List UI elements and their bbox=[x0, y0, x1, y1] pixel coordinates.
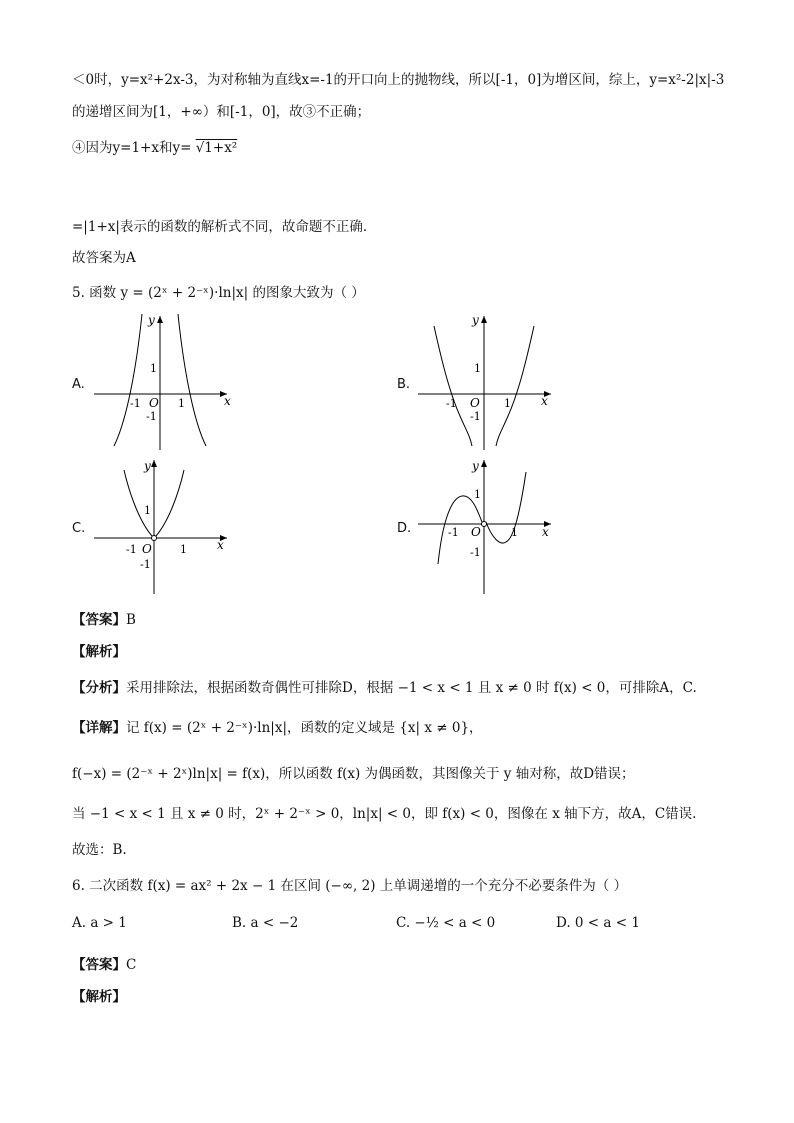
tick-x-pos: 1 bbox=[180, 543, 187, 556]
origin-label: O bbox=[142, 542, 152, 556]
q6-option-a: A. a > 1 bbox=[72, 915, 127, 931]
axis-y-label: y bbox=[472, 459, 479, 473]
analysis-label: 【解析】 bbox=[72, 989, 126, 1005]
xiangjie-label: 【详解】 bbox=[72, 720, 126, 736]
q6-option-b: B. a < −2 bbox=[232, 915, 299, 931]
axis-x-label: x bbox=[541, 394, 548, 408]
question-6: 6. 二次函数 f(x) = ax² + 2x − 1 在区间 (−∞, 2) 上单调递增的一个充分不必要条件为（ ） bbox=[72, 878, 628, 894]
analysis-5-label bbox=[72, 640, 126, 660]
graph-c bbox=[92, 456, 232, 596]
option-b-label: B. bbox=[397, 377, 411, 392]
answer-5 bbox=[72, 608, 136, 628]
axis-y-label: y bbox=[472, 313, 479, 327]
graph-d bbox=[416, 456, 556, 596]
answer-value: C bbox=[126, 957, 137, 973]
graph-a bbox=[92, 312, 232, 452]
axis-y-label: y bbox=[148, 313, 155, 327]
tick-x-pos: 1 bbox=[178, 397, 185, 410]
analysis-6-label bbox=[72, 985, 126, 1005]
text-line-5: 故答案为A bbox=[72, 250, 136, 266]
sqrt-expression: √1+x² bbox=[195, 140, 238, 156]
text-line-1: ＜0时，y=x²+2x-3，为对称轴为直线x=-1的开口向上的抛物线，所以[-1，0]为增区间，综上，y=x²-2|x|-3 bbox=[72, 72, 725, 88]
text-line-4: =|1+x|表示的函数的解析式不同，故命题不正确． bbox=[72, 219, 377, 235]
origin-label: O bbox=[471, 525, 481, 539]
fenxi-label: 【分析】 bbox=[72, 680, 126, 696]
axis-y-label: y bbox=[144, 459, 151, 473]
tick-y-neg: -1 bbox=[140, 558, 151, 571]
tick-x-pos: 1 bbox=[511, 526, 518, 539]
q6-option-d: D. 0 < a < 1 bbox=[556, 915, 640, 931]
text-choose: 故选：B. bbox=[72, 842, 127, 858]
tick-y-pos: 1 bbox=[474, 488, 481, 501]
tick-y-neg: -1 bbox=[146, 410, 157, 423]
graph-b bbox=[416, 312, 556, 452]
text-line-2: 的递增区间为[1，+∞）和[-1，0]，故③不正确； bbox=[72, 104, 371, 120]
axis-x-label: x bbox=[224, 394, 231, 408]
fenxi-5 bbox=[72, 676, 697, 696]
origin-label: O bbox=[149, 396, 159, 410]
tick-y-pos: 1 bbox=[150, 362, 157, 375]
tick-y-pos: 1 bbox=[144, 504, 151, 517]
tick-x-pos: 1 bbox=[504, 397, 511, 410]
tick-x-neg: -1 bbox=[446, 397, 457, 410]
text-line-3 bbox=[72, 136, 237, 156]
text-when: 当 −1 < x < 1 且 x ≠ 0 时，2ˣ + 2⁻ˣ > 0，ln|x| < 0，即 f(x) < 0，图像在 x 轴下方，故A，C错误. bbox=[72, 806, 697, 822]
option-c-label: C. bbox=[72, 521, 86, 536]
answer-label: 【答案】 bbox=[72, 957, 126, 973]
option-d-label: D. bbox=[397, 521, 412, 536]
tick-y-neg: -1 bbox=[470, 410, 481, 423]
fenxi-text: 采用排除法，根据函数奇偶性可排除D，根据 −1 < x < 1 且 x ≠ 0 时 f(x) < 0，可排除A，C. bbox=[126, 680, 697, 696]
analysis-label: 【解析】 bbox=[72, 644, 126, 660]
tick-y-neg: -1 bbox=[470, 546, 481, 559]
origin-label: O bbox=[470, 396, 480, 410]
text-line-3-prefix: ④因为y=1+x和y= bbox=[72, 140, 192, 156]
axis-x-label: x bbox=[542, 525, 549, 539]
tick-y-pos: 1 bbox=[474, 362, 481, 375]
text-even-function: f(−x) = (2⁻ˣ + 2ˣ)ln|x| = f(x)，所以函数 f(x) 为偶函数，其图像关于 y 轴对称，故D错误； bbox=[72, 766, 635, 782]
answer-value: B bbox=[126, 612, 136, 628]
option-a-label: A. bbox=[72, 377, 85, 392]
q6-option-c: C. −½ < a < 0 bbox=[396, 915, 496, 931]
axis-x-label: x bbox=[217, 538, 224, 552]
answer-label: 【答案】 bbox=[72, 612, 126, 628]
xiangjie-text: 记 f(x) = (2ˣ + 2⁻ˣ)·ln|x|，函数的定义域是 {x| x ≠ 0}， bbox=[126, 720, 483, 736]
question-5: 5. 函数 y = (2ˣ + 2⁻ˣ)·ln|x| 的图象大致为（ ） bbox=[72, 285, 365, 301]
tick-x-neg: -1 bbox=[130, 397, 141, 410]
tick-x-neg: -1 bbox=[448, 526, 459, 539]
answer-6 bbox=[72, 953, 136, 973]
tick-x-neg: -1 bbox=[126, 543, 137, 556]
xiangjie-5 bbox=[72, 716, 483, 736]
